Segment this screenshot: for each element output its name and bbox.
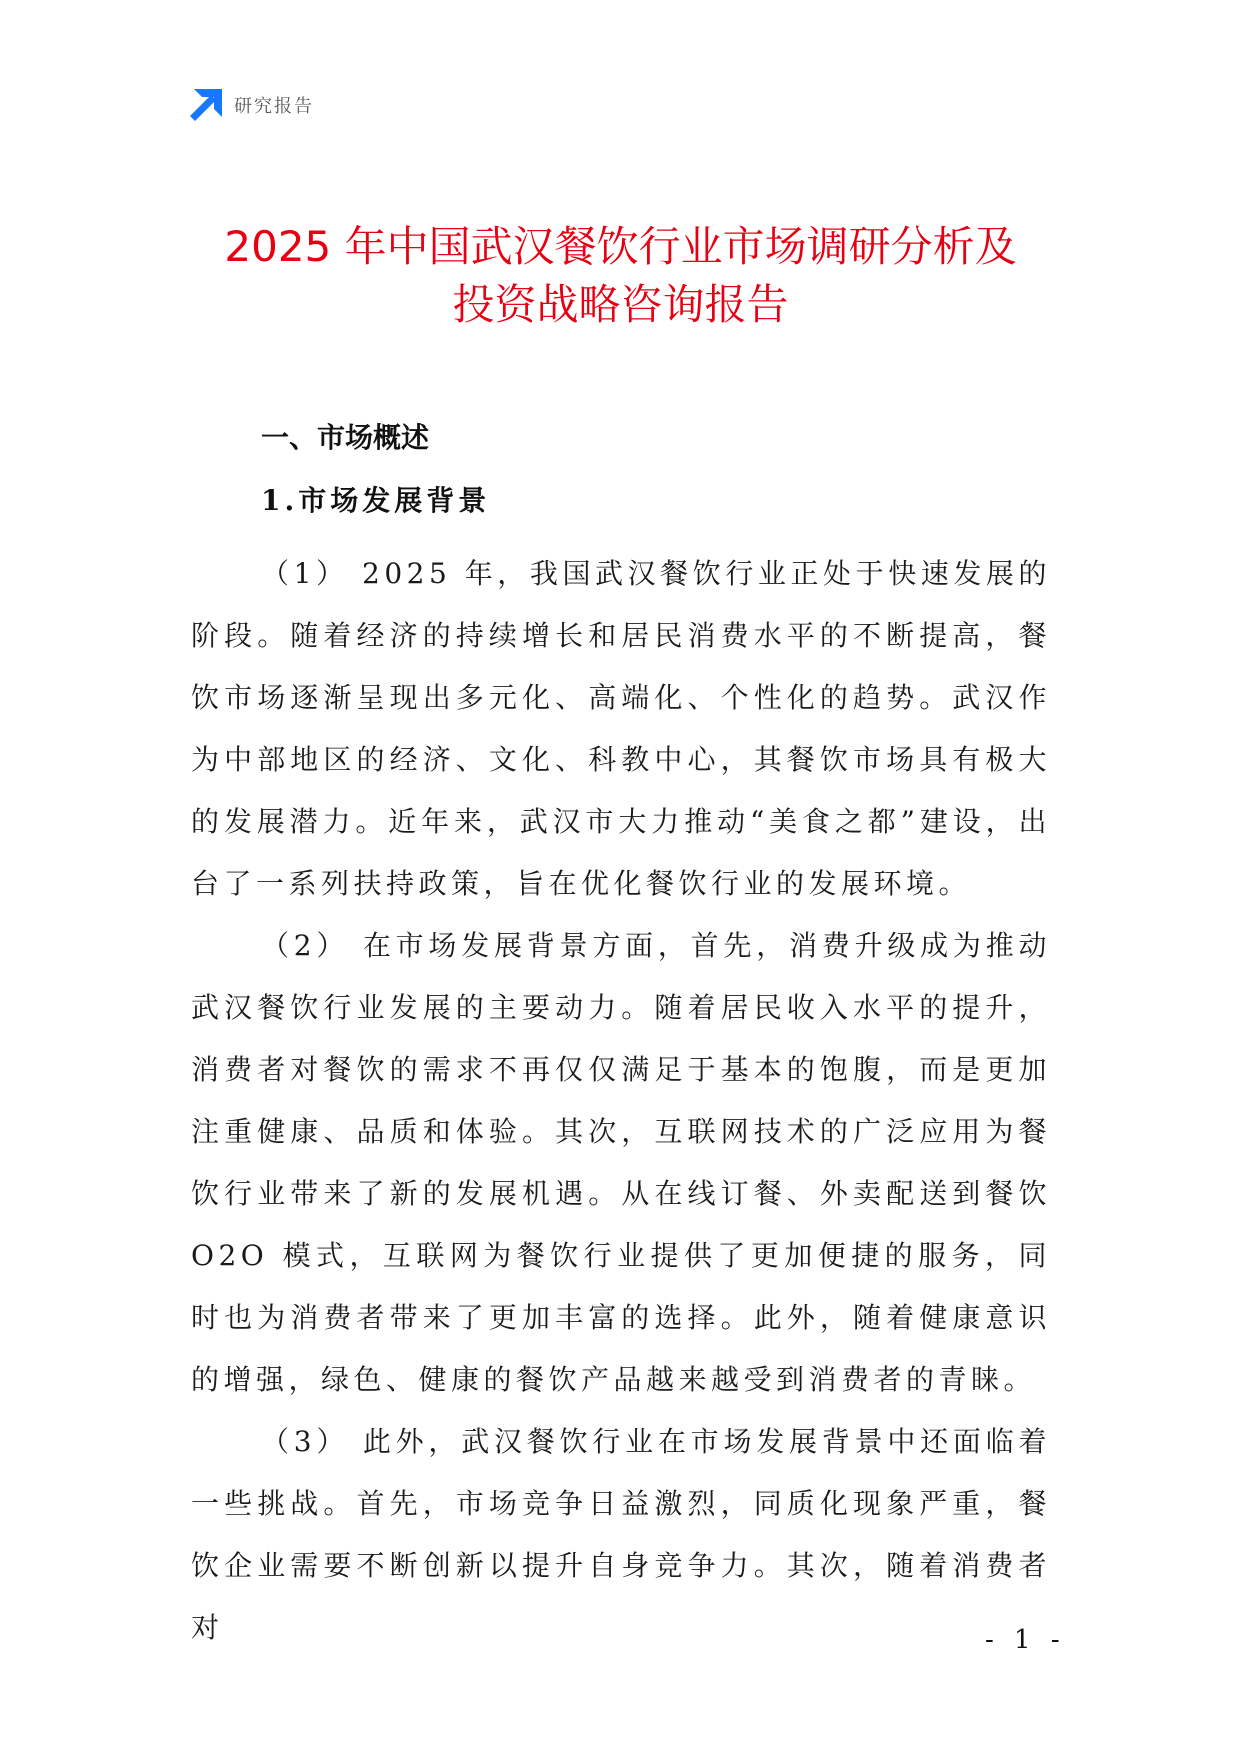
section-heading: 一、市场概述 bbox=[261, 421, 430, 454]
body-text bbox=[191, 543, 1051, 1659]
subsection-heading: 1.市场发展背景 bbox=[261, 484, 491, 517]
header-label: 研究报告 bbox=[234, 96, 314, 117]
paragraph-3: （3） 此外，武汉餐饮行业在市场发展背景中还面临着一些挑战。首先，市场竞争日益激烈，同质化现象严重，餐饮企业需要不断创新以提升自身竞争力。其次，随着消费者对 bbox=[191, 1425, 1051, 1644]
paragraph-2: （2） 在市场发展背景方面，首先，消费升级成为推动武汉餐饮行业发展的主要动力。随着居民收入水平的提升，消费者对餐饮的需求不再仅仅满足于基本的饱腹，而是更加注重健康、品质和体验。其次，互联网技术的广泛应用为餐饮行业带来了新的发展机遇。从在线订餐、外卖配送到餐饮 O2O 模式，互联网为餐饮行业提供了更加便捷的服务，同时也为消费者带来了更加丰富的选择。此外，随着健康意识的增强，绿色、健康的餐饮产品越来越受到消费者的青睐。 bbox=[191, 929, 1051, 1396]
document-title bbox=[150, 218, 1091, 334]
paragraph-1: （1） 2025 年，我国武汉餐饮行业正处于快速发展的阶段。随着经济的持续增长和居民消费水平的不断提高，餐饮市场逐渐呈现出多元化、高端化、个性化的趋势。武汉作为中部地区的经济、文化、科教中心，其餐饮市场具有极大的发展潜力。近年来，武汉市大力推动“美食之都”建设，出台了一系列扶持政策，旨在优化餐饮行业的发展环境。 bbox=[191, 557, 1051, 900]
title-line-1: 2025 年中国武汉餐饮行业市场调研分析及 bbox=[224, 222, 1017, 271]
page-number: - 1 - bbox=[985, 1625, 1066, 1655]
title-line-2: 投资战略咨询报告 bbox=[452, 280, 789, 329]
arrow-up-right-logo-icon bbox=[190, 89, 222, 121]
report-header bbox=[190, 89, 314, 121]
